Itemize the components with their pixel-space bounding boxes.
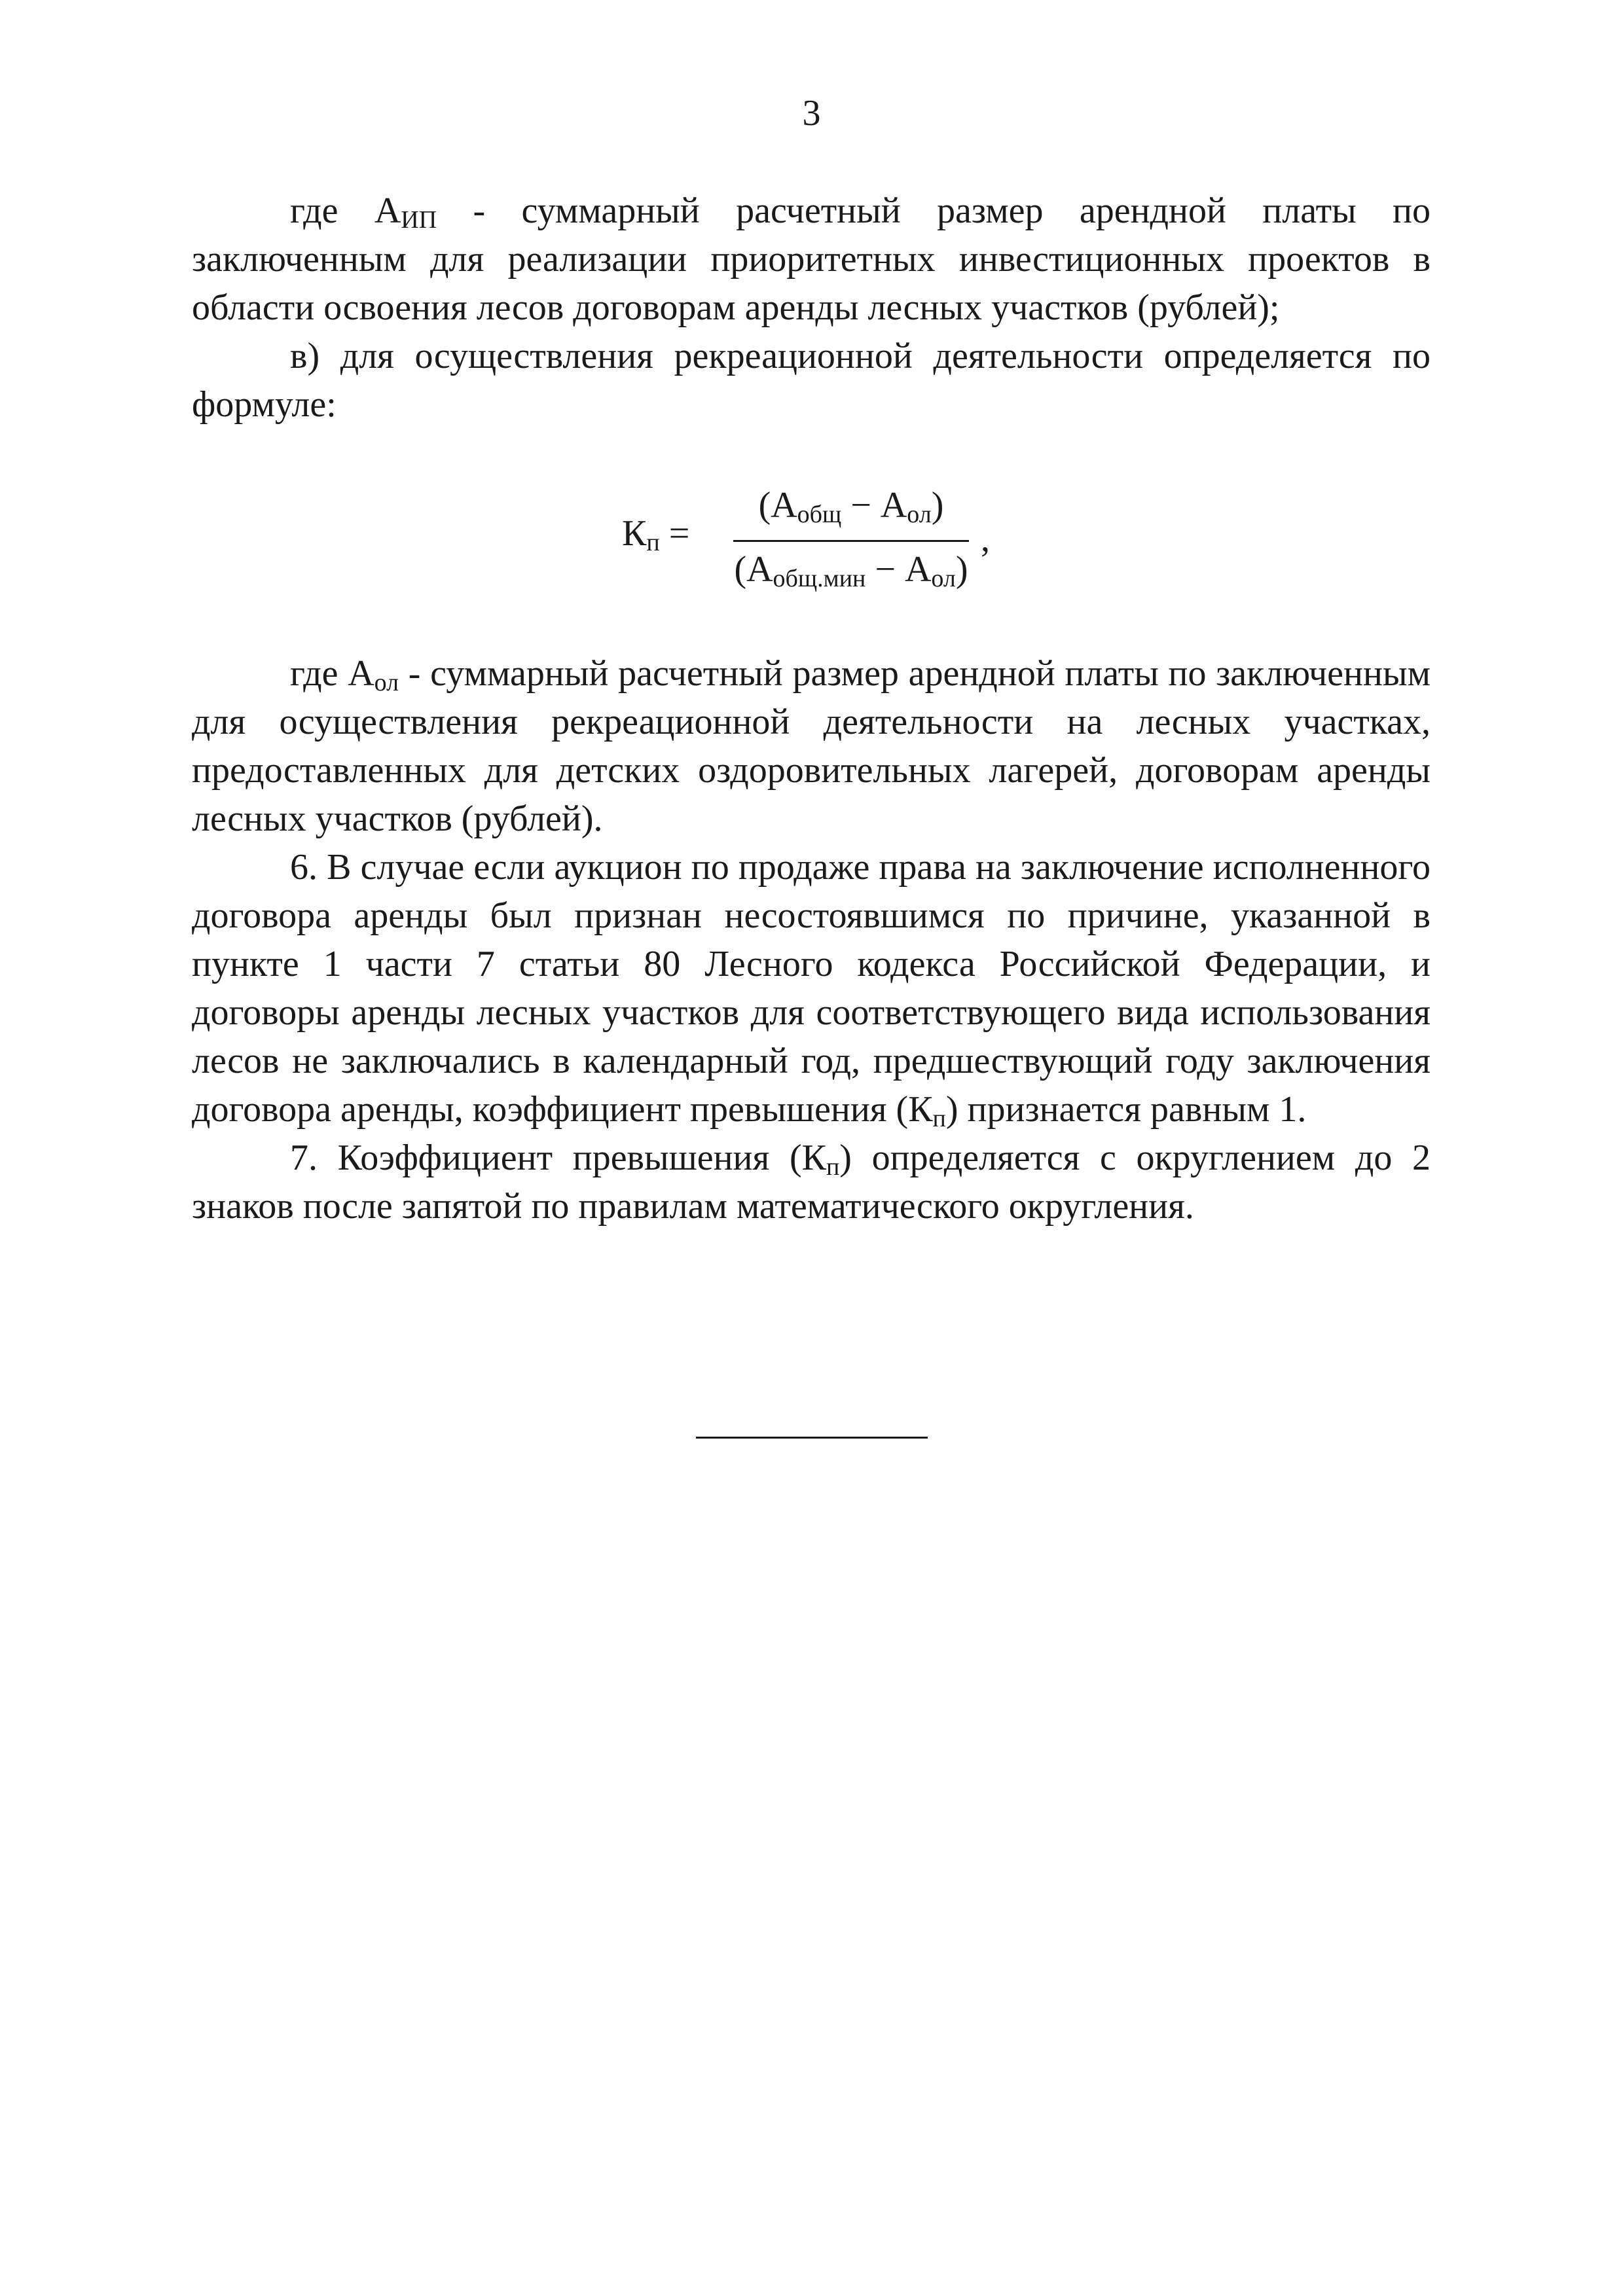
denominator-minus: − А xyxy=(866,549,932,590)
fraction-bar xyxy=(733,540,969,542)
numerator-open: (А xyxy=(758,485,797,526)
item-7-text-a: 7. Коэффициент превышения (К xyxy=(290,1138,826,1178)
denominator-open: (А xyxy=(734,549,773,590)
numerator-subscript-1: общ xyxy=(797,501,842,528)
definition-aip-lead: где А xyxy=(290,190,401,231)
numerator-minus: − А xyxy=(841,485,907,526)
page-number: 3 xyxy=(802,93,821,134)
formula-lhs-subscript: п xyxy=(646,529,660,556)
definition-aol xyxy=(192,649,1431,843)
formula-lhs-main: К xyxy=(622,513,647,554)
formula-lhs xyxy=(622,512,689,554)
denominator-subscript-1: общ.мин xyxy=(773,565,866,592)
item-6-subscript: п xyxy=(932,1105,946,1132)
denominator-close: ) xyxy=(955,549,968,590)
formula-denominator xyxy=(723,548,979,590)
formula-kp xyxy=(622,471,1080,609)
text-block-top xyxy=(192,187,1431,429)
formula-comma: , xyxy=(981,519,990,560)
item-7-text-b: ) определяется с округлением до 2 знаков после запятой по правилам математического округления. xyxy=(192,1138,1431,1227)
definition-aip xyxy=(192,187,1431,332)
numerator-subscript-2: ол xyxy=(907,501,932,528)
item-6-text-a: 6. В случае если аукцион по продаже права на заключение исполненного договора аренды был признан несостоявшимся по причине, указанной в пункте 1 части 7 статьи 80 Лесного кодекса Российской Федерации, и договоры аренды лесных участков для соответствующего вида использования лесов не заключались в календарный год, предшествующий году заключения договора аренды, коэффициент превышения (К xyxy=(192,847,1431,1130)
item-6 xyxy=(192,843,1431,1134)
text-block-bottom xyxy=(192,649,1431,1230)
item-7 xyxy=(192,1134,1431,1230)
definition-aol-text: - суммарный расчетный размер арендной платы по заключенным для осуществления рекреационной деятельности на лесных участках, предоставленных для детских оздоровительных лагерей, договорам аренды лесных участков (рублей). xyxy=(192,653,1431,839)
item-6-text-b: ) признается равным 1. xyxy=(945,1089,1307,1130)
definition-aip-subscript: ИП xyxy=(401,206,437,234)
formula-equals: = xyxy=(668,513,690,554)
definition-aip-text: - суммарный расчетный размер арендной платы по заключенным для реализации приоритетных инвестиционных проектов в области освоения лесов договорам аренды лесных участков (рублей); xyxy=(192,190,1431,328)
item-v: в) для осуществления рекреационной деятельности определяется по формуле: xyxy=(192,336,1431,425)
denominator-subscript-2: ол xyxy=(931,565,956,592)
item-7-subscript: п xyxy=(826,1153,840,1181)
definition-aol-subscript: ол xyxy=(374,669,399,696)
numerator-close: ) xyxy=(931,485,944,526)
definition-aol-lead: где А xyxy=(290,653,374,694)
formula-numerator xyxy=(740,484,962,526)
end-rule xyxy=(696,1437,928,1439)
